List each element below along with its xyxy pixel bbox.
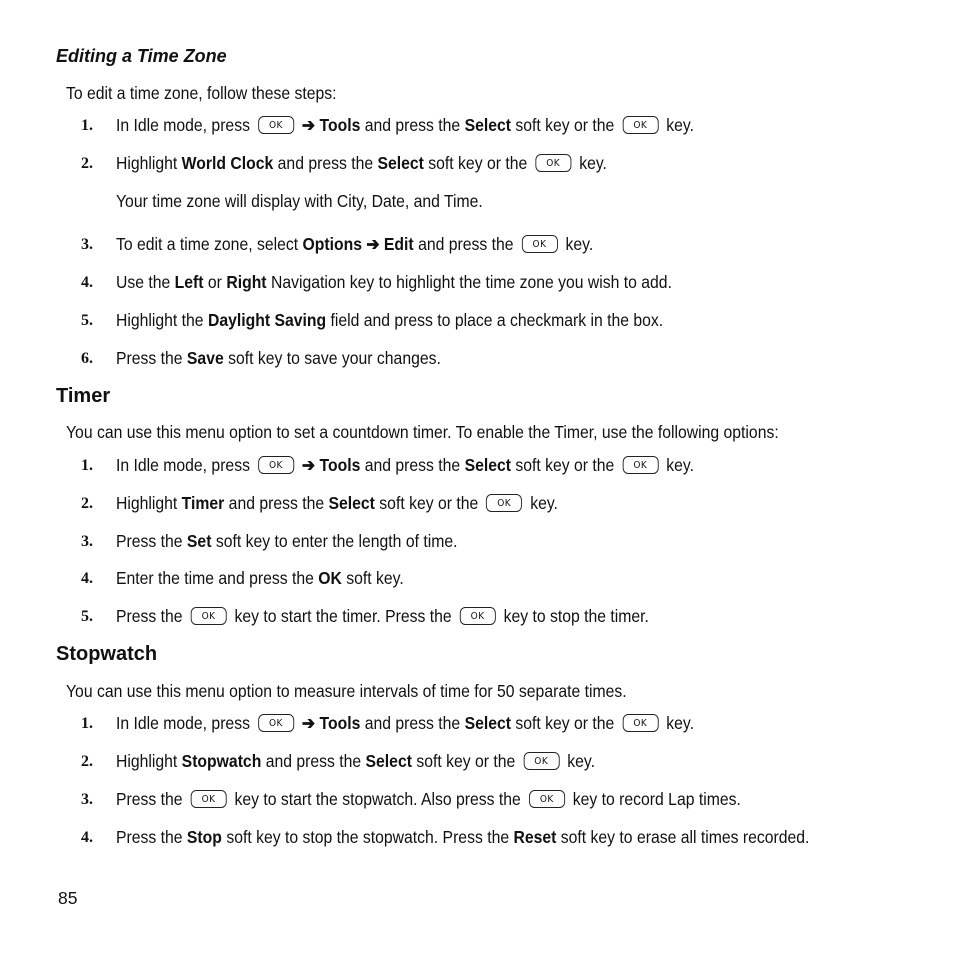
step-text: Highlight Stopwatch and press the Select soft key or the OK key. bbox=[116, 751, 595, 771]
ok-key-icon: OK bbox=[523, 752, 559, 770]
step-number: 3. bbox=[81, 533, 93, 550]
ok-key-icon: OK bbox=[460, 607, 496, 625]
step-item bbox=[0, 153, 954, 177]
step-item bbox=[0, 348, 954, 372]
step-note: Your time zone will display with City, Date, and Time. bbox=[116, 191, 483, 211]
ok-key-icon: OK bbox=[535, 154, 571, 172]
step-item bbox=[0, 234, 954, 258]
step-text: In Idle mode, press OK ➔ Tools and press the Select soft key or the OK key. bbox=[116, 455, 694, 475]
step-number: 3. bbox=[81, 791, 93, 808]
step-text: Press the Save soft key to save your changes. bbox=[116, 348, 441, 368]
section-intro: You can use this menu option to set a countdown timer. To enable the Timer, use the following options: bbox=[66, 422, 779, 442]
step-number: 1. bbox=[81, 457, 93, 474]
step-number: 6. bbox=[81, 350, 93, 367]
step-text: Use the Left or Right Navigation key to highlight the time zone you wish to add. bbox=[116, 272, 672, 292]
step-item bbox=[0, 713, 954, 737]
ok-key-icon: OK bbox=[486, 494, 522, 512]
ok-key-icon: OK bbox=[622, 456, 658, 474]
step-item bbox=[0, 568, 954, 592]
page-number: 85 bbox=[58, 888, 78, 908]
step-item bbox=[0, 272, 954, 296]
step-text: Press the OK key to start the stopwatch. Also press the OK key to record Lap times. bbox=[116, 789, 741, 809]
step-text: Enter the time and press the OK soft key. bbox=[116, 568, 404, 588]
ok-key-icon: OK bbox=[529, 790, 565, 808]
step-text: Press the Set soft key to enter the length of time. bbox=[116, 531, 458, 551]
ok-key-icon: OK bbox=[191, 607, 227, 625]
step-number: 2. bbox=[81, 495, 93, 512]
section-intro: You can use this menu option to measure intervals of time for 50 separate times. bbox=[66, 681, 627, 701]
ok-key-icon: OK bbox=[622, 714, 658, 732]
step-number: 2. bbox=[81, 753, 93, 770]
step-text: Press the OK key to start the timer. Press the OK key to stop the timer. bbox=[116, 606, 649, 626]
step-item bbox=[0, 455, 954, 479]
section-heading-timer: Timer bbox=[56, 385, 111, 407]
step-text: To edit a time zone, select Options ➔ Edit and press the OK key. bbox=[116, 234, 594, 254]
step-item bbox=[0, 789, 954, 813]
section-heading-editing-time-zone: Editing a Time Zone bbox=[56, 46, 227, 66]
step-text: Highlight Timer and press the Select soft key or the OK key. bbox=[116, 493, 558, 513]
section-intro: To edit a time zone, follow these steps: bbox=[66, 83, 337, 103]
step-item bbox=[0, 493, 954, 517]
ok-key-icon: OK bbox=[258, 116, 294, 134]
section-heading-stopwatch: Stopwatch bbox=[56, 643, 158, 665]
step-item bbox=[0, 827, 954, 851]
ok-key-icon: OK bbox=[521, 235, 557, 253]
step-number: 4. bbox=[81, 829, 93, 846]
step-text: Highlight World Clock and press the Select soft key or the OK key. bbox=[116, 153, 607, 173]
step-number: 1. bbox=[81, 715, 93, 732]
step-number: 4. bbox=[81, 274, 93, 291]
step-item bbox=[0, 606, 954, 630]
ok-key-icon: OK bbox=[258, 456, 294, 474]
step-item bbox=[0, 310, 954, 334]
step-number: 1. bbox=[81, 117, 93, 134]
step-item bbox=[0, 751, 954, 775]
step-text: Highlight the Daylight Saving field and press to place a checkmark in the box. bbox=[116, 310, 664, 330]
ok-key-icon: OK bbox=[622, 116, 658, 134]
step-text: In Idle mode, press OK ➔ Tools and press the Select soft key or the OK key. bbox=[116, 713, 694, 733]
step-item bbox=[0, 531, 954, 555]
ok-key-icon: OK bbox=[258, 714, 294, 732]
step-number: 2. bbox=[81, 155, 93, 172]
step-text: Press the Stop soft key to stop the stopwatch. Press the Reset soft key to erase all times recorded. bbox=[116, 827, 810, 847]
step-number: 5. bbox=[81, 312, 93, 329]
step-number: 5. bbox=[81, 608, 93, 625]
step-text: In Idle mode, press OK ➔ Tools and press the Select soft key or the OK key. bbox=[116, 115, 694, 135]
step-number: 3. bbox=[81, 236, 93, 253]
step-number: 4. bbox=[81, 570, 93, 587]
ok-key-icon: OK bbox=[191, 790, 227, 808]
step-item bbox=[0, 115, 954, 139]
